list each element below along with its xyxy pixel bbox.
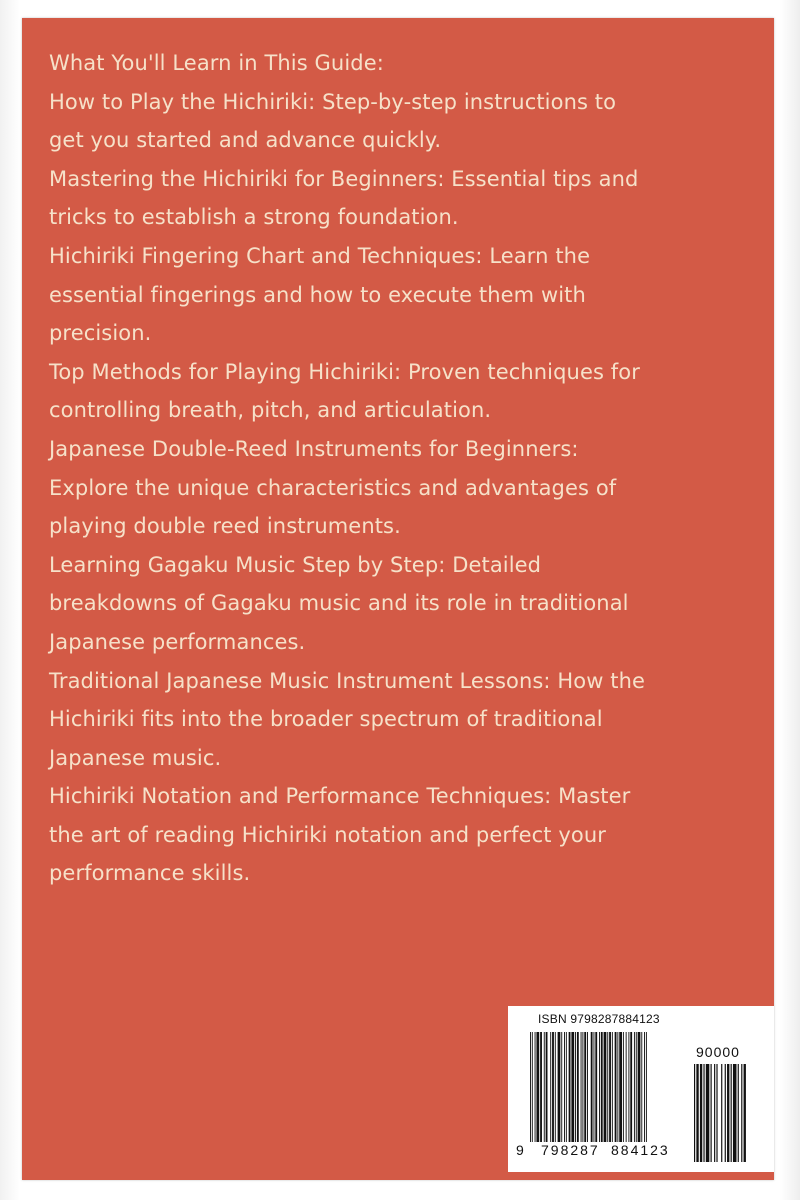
barcode-bar [577, 1032, 579, 1142]
barcode-bar [593, 1032, 594, 1142]
guide-line: Mastering the Hichiriki for Beginners: Essential tips and [49, 166, 639, 191]
barcode-bar [555, 1032, 556, 1142]
guide-line: precision. [49, 321, 152, 346]
barcode-bar [615, 1032, 617, 1142]
guide-line: What You'll Learn in This Guide: [49, 51, 384, 75]
barcode-bar [733, 1064, 737, 1162]
barcode-digit-group-1: 798287 [541, 1142, 600, 1158]
barcode-bar [721, 1064, 722, 1162]
barcode-bar [741, 1064, 742, 1162]
barcode-bar [535, 1032, 536, 1142]
barcode-bar [536, 1032, 539, 1142]
barcode-bar [582, 1032, 583, 1142]
barcode-bar [591, 1032, 593, 1142]
barcode-bar [595, 1032, 597, 1142]
barcode-bar [552, 1032, 554, 1142]
guide-line: Japanese performances. [49, 629, 306, 654]
barcode-bar [714, 1064, 715, 1162]
barcode-bar [725, 1064, 726, 1162]
guide-line: controlling breath, pitch, and articulation. [49, 398, 492, 423]
barcode-bar [575, 1032, 576, 1142]
isbn-label: ISBN 9798287884123 [538, 1012, 660, 1026]
barcode-bar [609, 1032, 611, 1142]
guide-line: Hichiriki Fingering Chart and Techniques: Learn the [49, 243, 591, 268]
barcode-bar [619, 1032, 622, 1142]
guide-line: essential fingerings and how to execute them with [49, 282, 586, 307]
barcode-bar [706, 1064, 710, 1162]
barcode-bar [696, 1064, 698, 1162]
barcode-bar [644, 1032, 645, 1142]
barcode-bar [599, 1032, 600, 1142]
barcode-bar [630, 1032, 632, 1142]
barcode-bar [550, 1032, 551, 1142]
addon-barcode-icon [694, 1064, 758, 1162]
barcode-bar [569, 1032, 571, 1142]
barcode-bar [540, 1032, 542, 1142]
barcode-bar [566, 1032, 567, 1142]
barcode-bar [711, 1064, 712, 1162]
barcode-bar [727, 1064, 729, 1162]
barcode-bar [703, 1064, 704, 1162]
guide-line: performance skills. [49, 861, 251, 886]
barcode-bar [601, 1032, 603, 1142]
guide-line: How to Play the Hichiriki: Step-by-step instructions to [49, 89, 617, 114]
guide-line: Hichiriki fits into the broader spectrum of traditional [49, 707, 603, 732]
barcode-icon [530, 1032, 686, 1142]
guide-line: Top Methods for Playing Hichiriki: Proven techniques for [49, 359, 640, 384]
barcode-bar [700, 1064, 702, 1162]
guide-line: tricks to establish a strong foundation. [49, 205, 459, 230]
barcode-digit-first: 9 [516, 1142, 526, 1158]
guide-line: the art of reading Hichiriki notation and perfect your [49, 822, 606, 847]
barcode-bar [530, 1032, 531, 1142]
barcode-bar [623, 1032, 624, 1142]
guide-line: Traditional Japanese Music Instrument Lessons: How the [49, 668, 646, 693]
guide-line: breakdowns of Gagaku music and its role in traditional [49, 591, 629, 616]
barcode-bar [604, 1032, 607, 1142]
guide-line: Hichiriki Notation and Performance Techniques: Master [49, 784, 631, 809]
isbn-barcode-box [508, 1006, 774, 1172]
guide-line: Explore the unique characteristics and advantages of [49, 475, 617, 500]
barcode-bar [571, 1032, 574, 1142]
barcode-bar [636, 1032, 637, 1142]
barcode-bar [634, 1032, 635, 1142]
barcode-bar [558, 1032, 561, 1142]
barcode-bar [738, 1064, 739, 1162]
barcode-bar [546, 1032, 548, 1142]
barcode-bar [716, 1064, 717, 1162]
barcode-bar [617, 1032, 618, 1142]
guide-line: Japanese Double-Reed Instruments for Beginners: [49, 436, 579, 461]
barcode-bar [581, 1032, 582, 1142]
barcode-bar [612, 1032, 613, 1142]
barcode-bar [584, 1032, 586, 1142]
barcode-bar [744, 1064, 746, 1162]
barcode-bar [628, 1032, 629, 1142]
barcode-bar [638, 1032, 641, 1142]
guide-line: playing double reed instruments. [49, 514, 401, 539]
barcode-bar [731, 1064, 732, 1162]
addon-barcode [694, 1064, 758, 1162]
barcode-bar [564, 1032, 565, 1142]
barcode-bar [587, 1032, 588, 1142]
back-cover [22, 18, 774, 1180]
barcode-bar [641, 1032, 642, 1142]
barcode-bar [646, 1032, 647, 1142]
guide-text [49, 44, 749, 893]
barcode-bar [544, 1032, 545, 1142]
guide-line: Japanese music. [49, 745, 222, 770]
addon-code: 90000 [696, 1044, 740, 1060]
guide-line: get you started and advance quickly. [49, 128, 442, 153]
barcode-bar [694, 1064, 695, 1162]
barcode-bar [626, 1032, 627, 1142]
barcode-bar [561, 1032, 562, 1142]
guide-line: Learning Gagaku Music Step by Step: Detailed [49, 552, 542, 577]
barcode-digit-group-2: 884123 [611, 1142, 670, 1158]
ean-barcode [530, 1032, 686, 1142]
barcode-bar [532, 1032, 533, 1142]
barcode-bar [607, 1032, 608, 1142]
